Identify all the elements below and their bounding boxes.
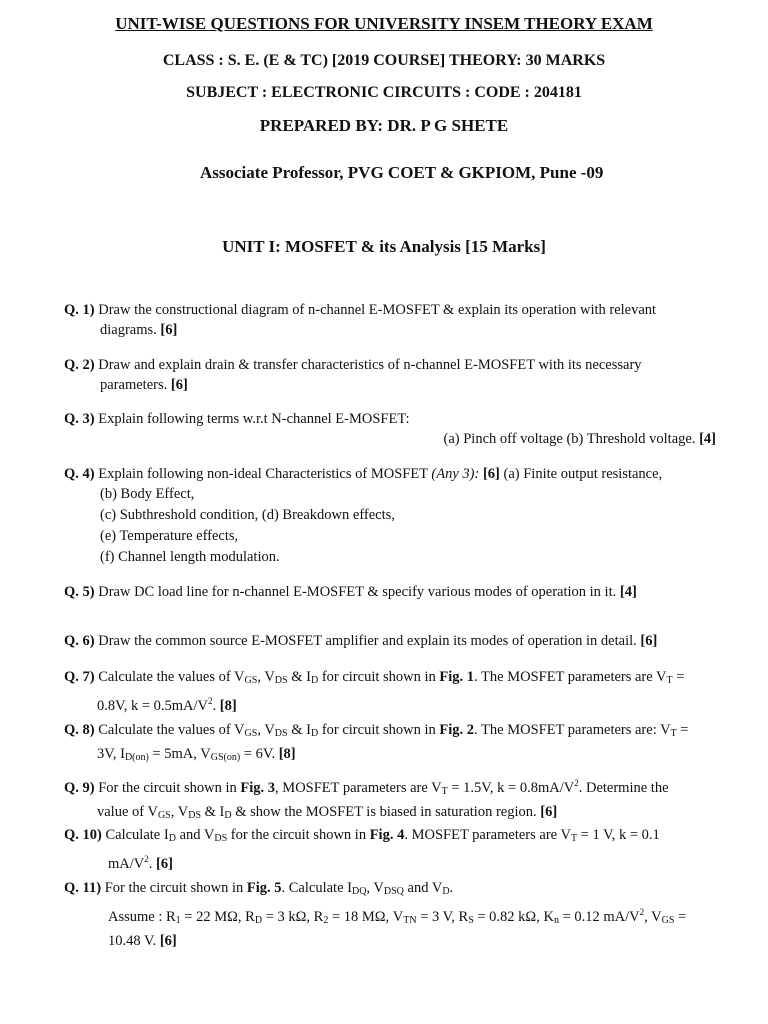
designation: Associate Professor, PVG COET & GKPIOM, Pune -09 — [200, 163, 604, 182]
document-title: UNIT-WISE QUESTIONS FOR UNIVERSITY INSEM THEORY EXAM — [115, 14, 653, 33]
subject-line: SUBJECT : ELECTRONIC CIRCUITS : CODE : 204181 — [186, 84, 582, 101]
question-4: Q. 4) Explain following non-ideal Characteristics of MOSFET (Any 3): [6] (a) Finite output resistance, (b) Body Effect, (c) Subthreshold condition, (d) Breakdown effects, (e) Temperature effects, (f) Channel length modulation. — [64, 466, 663, 565]
question-6: Q. 6) Draw the common source E-MOSFET amplifier and explain its modes of operation in detail. [6] — [64, 633, 658, 649]
question-3: Q. 3) Explain following terms w.r.t N-channel E-MOSFET: (a) Pinch off voltage (b) Threshold voltage. [4] — [64, 411, 716, 447]
question-2: Q. 2) Draw and explain drain & transfer characteristics of n-channel E-MOSFET with its necessary parameters. [6] — [64, 357, 642, 393]
prepared-by: PREPARED BY: DR. P G SHETE — [259, 116, 509, 135]
question-7: Q. 7) Calculate the values of $V_{GS}$, $V_{DS}$ & $I_D$ for circuit shown in Fig. 1. The MOSFET parameters are $V_T$ = 0.8V, $k = 0.5mA/V^2$. [8] — [64, 669, 685, 714]
question-1: Q. 1) Draw the constructional diagram of n-channel E-MOSFET & explain its operation with relevant diagrams. [6] — [64, 302, 657, 338]
question-10: Q. 10) Calculate $I_D$ and $V_{DS}$ for the circuit shown in Fig. 4. MOSFET parameters are $V_T = 1$ V, k = 0.1 $mA/V^2$. [6] — [64, 827, 660, 872]
question-9: Q. 9) For the circuit shown in Fig. 3, MOSFET parameters are $V_T = 1.5V$, $k = 0.8mA/V^2$. Determine the value of $V_{GS}$, $V_{DS}$ & $I_D$ & show the MOSFET is biased in saturation region. [6] — [64, 778, 669, 821]
question-11: Q. 11) For the circuit shown in Fig. 5. Calculate $I_{DQ}$, $V_{DSQ}$ and $V_D$. Assume : $R_1 = 22$ MΩ, $R_D = 3$ kΩ, $R_2 = 18$ MΩ, $V_{TN} = 3$ V, $R_S = 0.82$ kΩ, $K_n = 0.12$ $mA/V^2$, $V_{GS}$ = 10.48 V. [6] — [64, 880, 687, 949]
question-8: Q. 8) Calculate the values of $V_{GS}$, $V_{DS}$ & $I_D$ for circuit shown in Fig. 2. The MOSFET parameters are: $V_T$ = 3V, $I_{D(on)} = 5mA$, $V_{GS(on)} = 6V$. [8] — [64, 722, 689, 763]
class-line: CLASS : S. E. (E & TC) [2019 COURSE] THEORY: 30 MARKS — [162, 52, 606, 69]
question-5: Q. 5) Draw DC load line for n-channel E-MOSFET & specify various modes of operation in it. [4] — [64, 584, 637, 600]
unit-heading: UNIT I: MOSFET & its Analysis [15 Marks] — [222, 237, 546, 256]
